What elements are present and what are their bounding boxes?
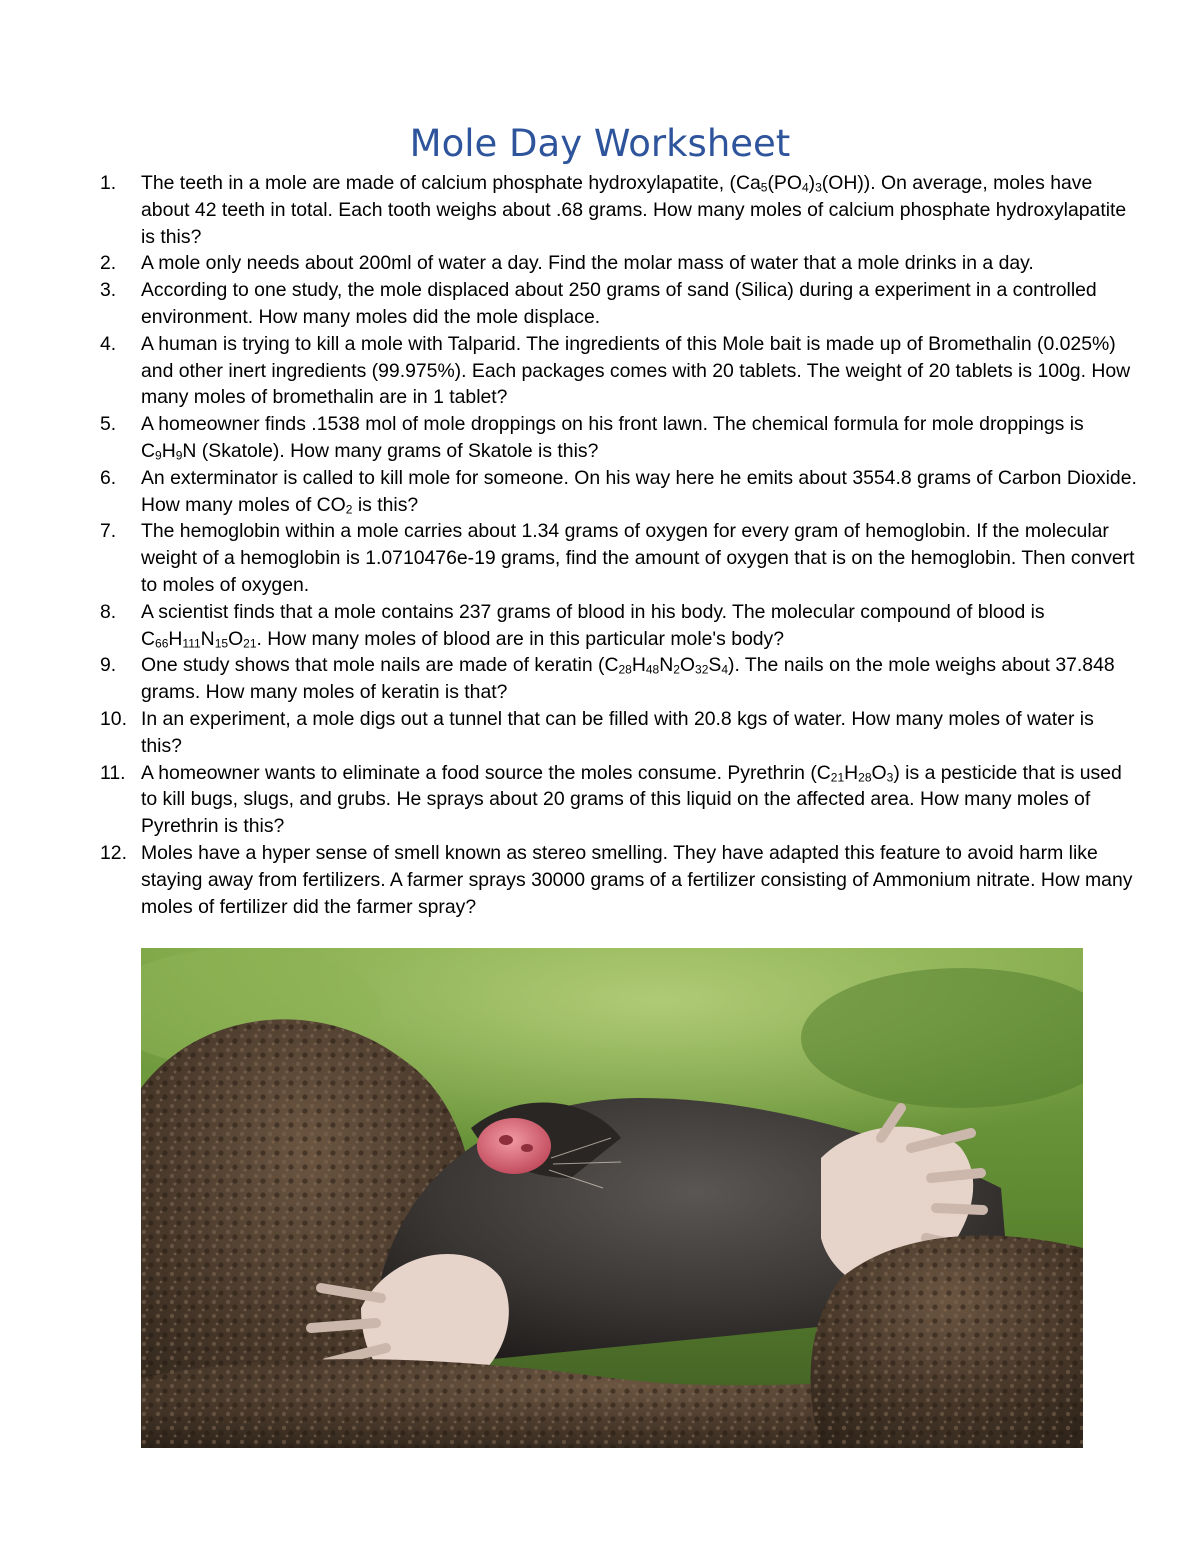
question-text: Moles have a hyper sense of smell known as stereo smelling. They have adapted this feature to avoid harm like staying away from fertilizers. A farmer sprays 30000 grams of a fertilizer consisting of Ammonium nitrate. How many moles of fertilizer did the farmer spray? — [141, 841, 1133, 918]
question-text: A scientist finds that a mole contains 237 grams of blood in his body. The molecular compound of blood is $C_{66}H_{111}N_{15}O_{21}$. How many moles of blood are in this particular mole's body? — [141, 600, 1045, 650]
question-number: 8. — [100, 600, 117, 623]
question-number: 4. — [100, 332, 117, 355]
question-text: According to one study, the mole displaced about 250 grams of sand (Silica) during a experiment in a controlled environment. How many moles did the mole displace. — [141, 279, 1097, 328]
question-number: 3. — [100, 279, 117, 302]
question-number: 12. — [100, 841, 127, 864]
mole-photo — [141, 948, 1083, 1448]
question-text: A mole only needs about 200ml of water a day. Find the molar mass of water that a mole drinks in a day. — [141, 252, 1034, 275]
question-text: A human is trying to kill a mole with Talparid. The ingredients of this Mole bait is made up of Bromethalin (0.025%) and other inert ingredients (99.975%). Each packages comes with 20 tablets. The weight of 20 tablets is 100g. How many moles of bromethalin are in 1 tablet? — [141, 332, 1131, 409]
question-number: 9. — [100, 654, 117, 677]
question-number: 6. — [100, 466, 117, 489]
page-title: Mole Day Worksheet — [409, 122, 791, 165]
question-item — [100, 652, 1140, 706]
question-item — [100, 170, 1140, 250]
question-item — [100, 411, 1140, 465]
question-item — [100, 518, 1140, 598]
question-text: The teeth in a mole are made of calcium phosphate hydroxylapatite, $(Ca_5(PO_4)_3(OH))$. On average, moles have about 42 teeth in total. Each tooth weighs about .68 grams. How many moles of calcium phosphate hydroxylapatite is this? — [141, 172, 1127, 248]
question-text: The hemoglobin within a mole carries about 1.34 grams of oxygen for every gram of hemoglobin. If the molecular weight of a hemoglobin is 1.0710476e-19 grams, find the amount of oxygen that is on the hemoglobin. Then convert to moles of oxygen. — [141, 520, 1135, 596]
question-item — [100, 840, 1140, 920]
question-number: 7. — [100, 520, 117, 543]
question-list — [100, 170, 1140, 920]
question-number: 10. — [100, 707, 127, 730]
question-item — [100, 250, 1140, 277]
question-item — [100, 760, 1140, 840]
question-item — [100, 599, 1140, 653]
question-item — [100, 465, 1140, 519]
question-text: A homeowner wants to eliminate a food source the moles consume. Pyrethrin $(C_{21}H_{28}O_3)$ is a pesticide that is used to kill bugs, slugs, and grubs. He sprays about 20 grams of this liquid on the affected area. How many moles of Pyrethrin is this? — [141, 761, 1122, 838]
question-item — [100, 277, 1140, 331]
question-number: 5. — [100, 413, 117, 436]
question-text: One study shows that mole nails are made of keratin $(C_{28}H_{48}N_2O_{32}S_4)$. The nails on the mole weighs about 37.848 grams. How many moles of keratin is that? — [141, 654, 1115, 704]
question-text: In an experiment, a mole digs out a tunnel that can be filled with 20.8 kgs of water. How many moles of water is this? — [141, 707, 1094, 757]
question-text: An exterminator is called to kill mole for someone. On his way here he emits about 3554.8 grams of Carbon Dioxide. How many moles of $CO_2$ is this? — [141, 466, 1137, 516]
question-item — [100, 706, 1140, 760]
question-item — [100, 331, 1140, 411]
question-text: A homeowner finds .1538 mol of mole droppings on his front lawn. The chemical formula for mole droppings is $C_9H_9N$ (Skatole). How many grams of Skatole is this? — [141, 413, 1084, 463]
question-number: 2. — [100, 252, 117, 275]
question-number: 1. — [100, 172, 117, 194]
question-number: 11. — [100, 761, 126, 784]
